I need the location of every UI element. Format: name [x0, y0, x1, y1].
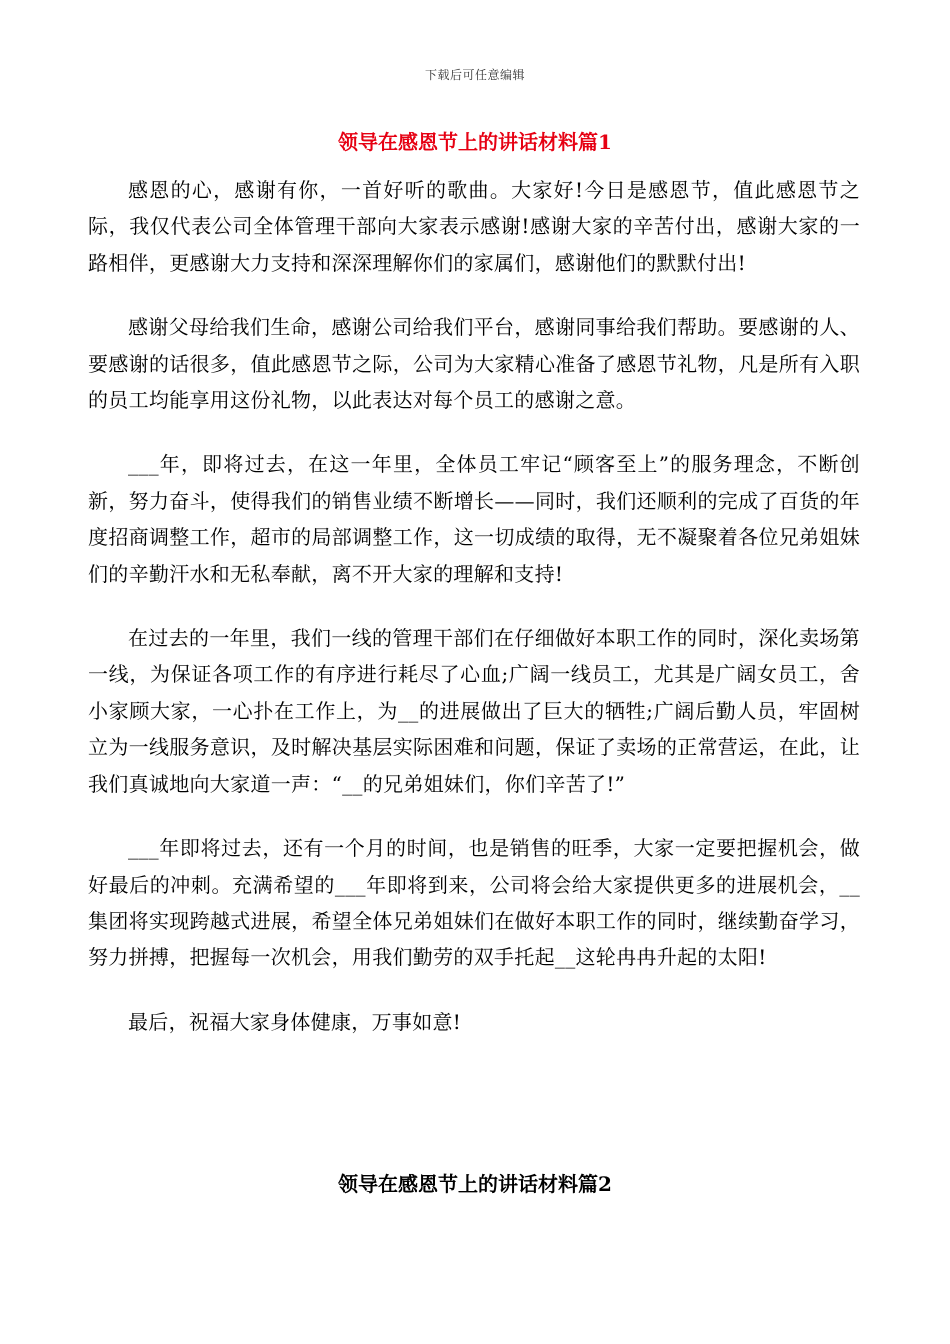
paragraph-6: 最后，祝福大家身体健康，万事如意! [128, 1009, 462, 1034]
paragraph-1: 感恩的心，感谢有你，一首好听的歌曲。大家好!今日是感恩节，值此感恩节之际，我仅代表公司全体管理干部向大家表示感谢!感谢大家的辛苦付出，感谢大家的一路相伴，更感谢大力支持和深深理解你们的家属们，感谢他们的默默付出! [88, 178, 860, 275]
document-body [88, 172, 860, 1068]
header-note: 下载后可任意编辑 [424, 68, 525, 82]
section-title-2: 领导在感恩节上的讲话材料篇2 [338, 1172, 612, 1196]
paragraph-2: 感谢父母给我们生命，感谢公司给我们平台，感谢同事给我们帮助。要感谢的人、要感谢的话很多，值此感恩节之际，公司为大家精心准备了感恩节礼物，凡是所有入职的员工均能享用这份礼物，以此表达对每个员工的感谢之意。 [88, 315, 860, 413]
paragraph-5: ___年即将过去，还有一个月的时间，也是销售的旺季，大家一定要把握机会，做好最后的冲刺。充满希望的___年即将到来，公司将会给大家提供更多的进展机会，__集团将实现跨越式进展，希望全体兄弟姐妹们在做好本职工作的同时，继续勤奋学习，努力拼搏，把握每一次机会，用我们勤劳的双手托起__这轮冉冉升起的太阳! [88, 836, 860, 970]
paragraph-3: ___年，即将过去，在这一年里，全体员工牢记“顾客至上”的服务理念，不断创新，努力奋斗，使得我们的销售业绩不断增长——同时，我们还顺利的完成了百货的年度招商调整工作，超市的局部调整工作，这一切成绩的取得，无不凝聚着各位兄弟姐妹们的辛勤汗水和无私奉献，离不开大家的理解和支持! [88, 452, 860, 586]
paragraph-4: 在过去的一年里，我们一线的管理干部们在仔细做好本职工作的同时，深化卖场第一线，为保证各项工作的有序进行耗尽了心血;广阔一线员工，尤其是广阔女员工，舍小家顾大家，一心扑在工作上，为__的进展做出了巨大的牺牲;广阔后勤人员，牢固树立为一线服务意识，及时解决基层实际困难和问题，保证了卖场的正常营运，在此，让我们真诚地向大家道一声：“__的兄弟姐妹们，你们辛苦了!” [88, 626, 860, 796]
section-title-1: 领导在感恩节上的讲话材料篇1 [338, 130, 612, 154]
